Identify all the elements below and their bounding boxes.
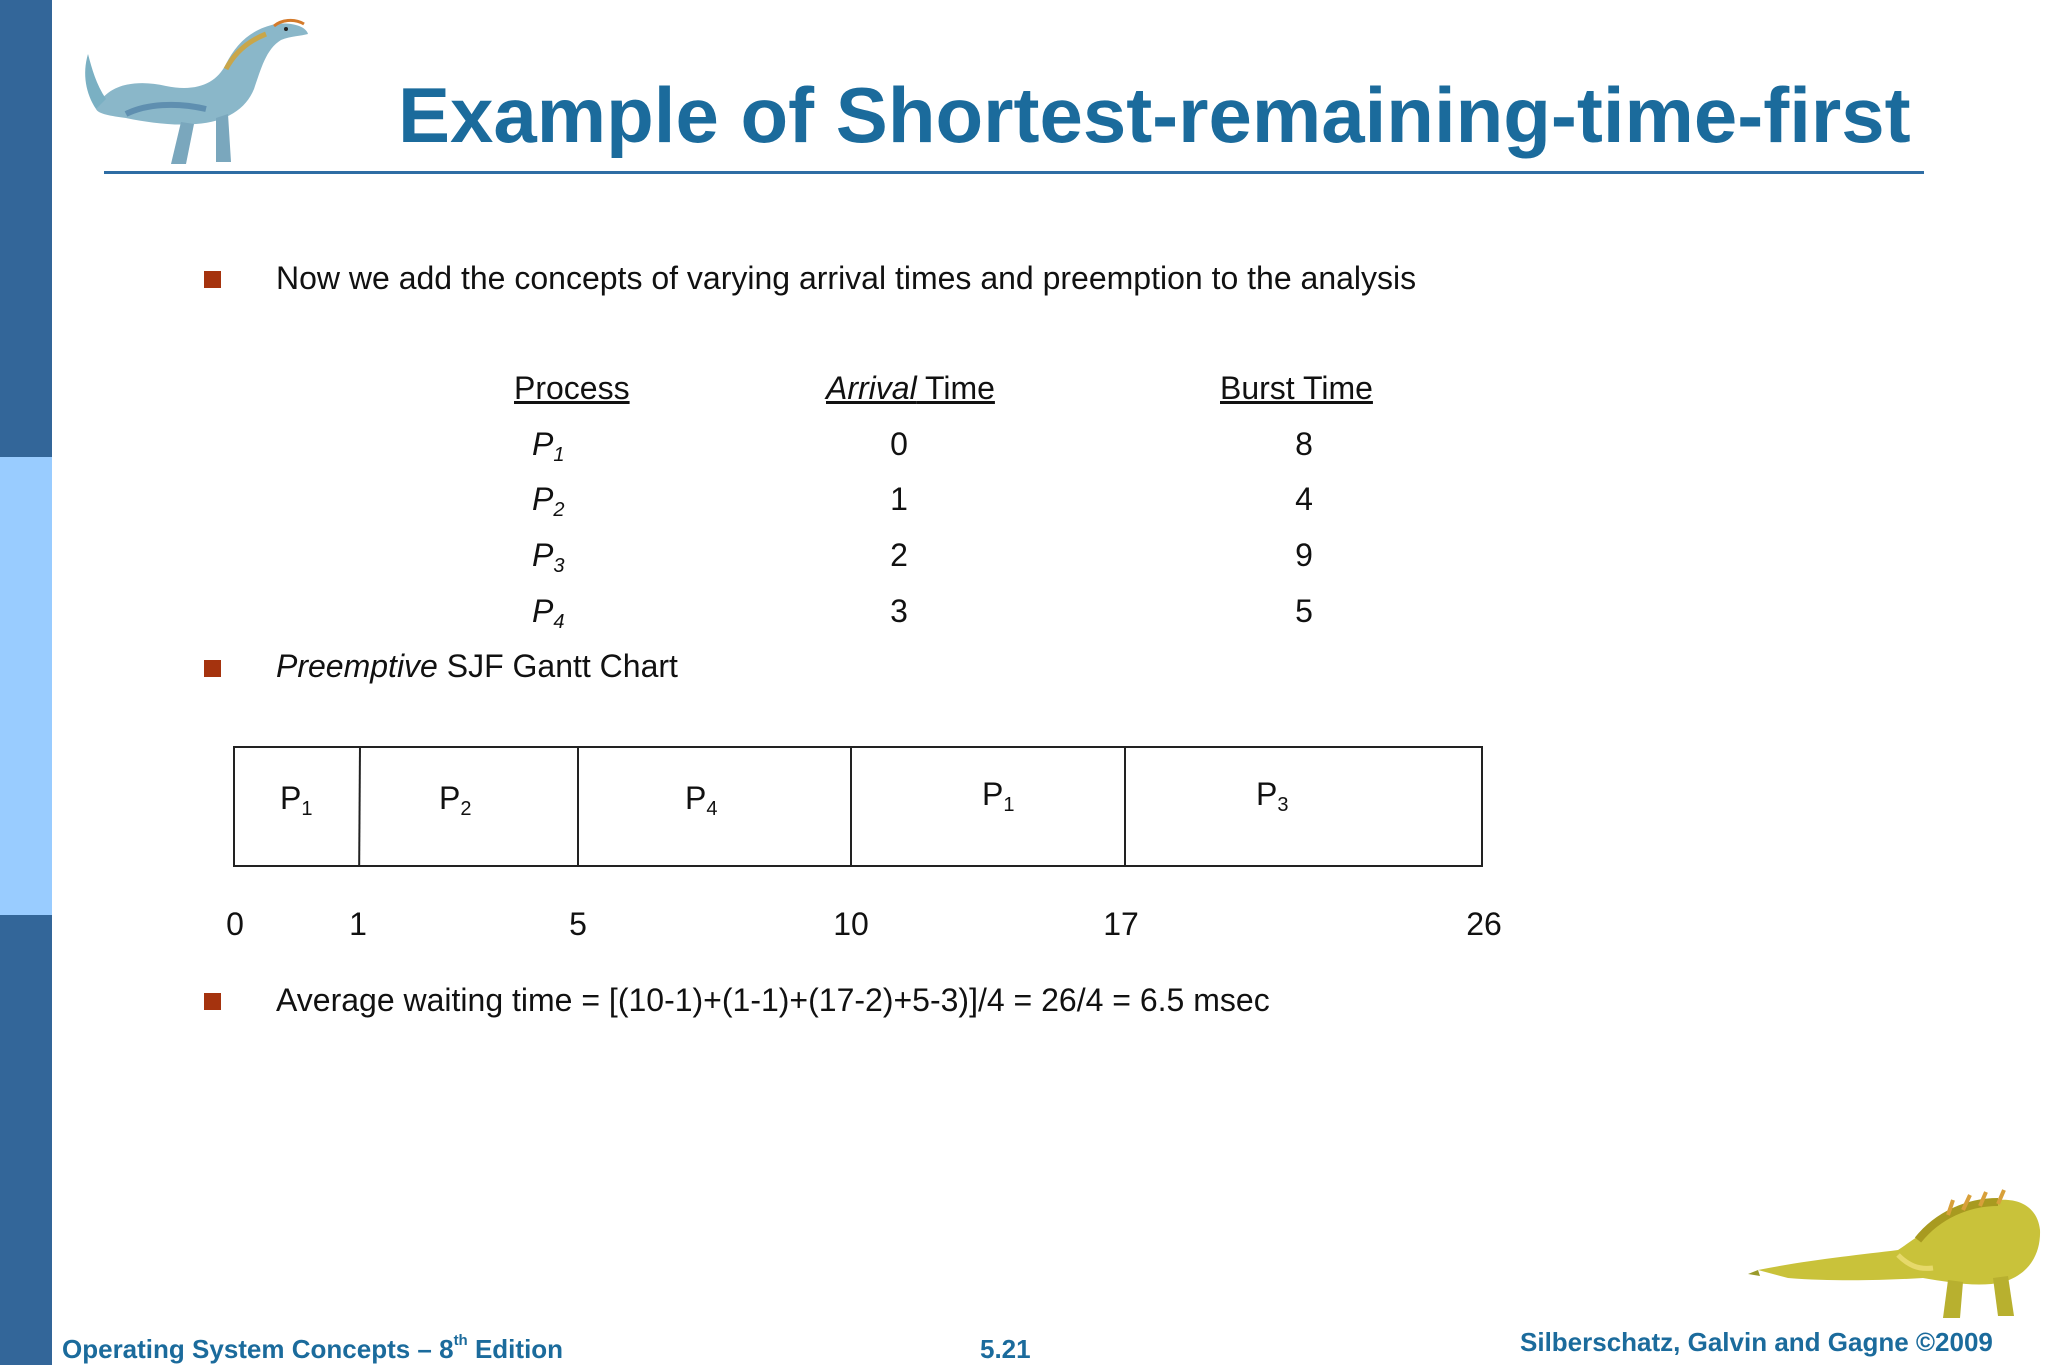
gantt-seg-3-sub: 4 [706,798,718,820]
gantt-tick: 5 [569,906,587,942]
row-3-process-letter: P [532,537,554,573]
bullet-square-icon [204,271,221,288]
row-2-process-sub: 2 [553,499,565,521]
gantt-segment-p2 [439,780,472,820]
footer-left-main: Operating System Concepts – 8 [62,1334,454,1364]
gantt-seg-2-letter: P [439,780,461,816]
row-3-process-sub: 3 [553,555,565,577]
gantt-tick: 0 [226,906,244,942]
gantt-tick: 26 [1466,906,1502,942]
gantt-tick: 10 [833,906,869,942]
slide-title: Example of Shortest-remaining-time-first [398,71,1911,159]
row-1-burst: 8 [1295,426,1313,462]
bullet-square-icon [204,993,221,1010]
gantt-chart-box [233,746,1483,867]
row-3-process [532,537,565,577]
gantt-tick: 17 [1103,906,1139,942]
header-burst-time: Burst Time [1220,370,1373,406]
gantt-divider [850,746,852,867]
header-arrival-italic: Arrival [826,370,917,406]
gantt-seg-5-sub: 3 [1277,794,1289,816]
gantt-seg-3-letter: P [685,780,707,816]
row-4-arrival: 3 [890,593,908,629]
gantt-chart-label [276,648,678,685]
gantt-label-italic: Preemptive [276,648,438,684]
side-bar-bottom [0,915,52,1365]
gantt-segment-p1-first [280,780,313,820]
header-process: Process [514,370,630,406]
row-2-burst: 4 [1295,481,1313,517]
title-underline [104,171,1924,174]
footer-left-sup: th [453,1332,468,1349]
row-3-burst: 9 [1295,537,1313,573]
row-4-process-sub: 4 [553,611,565,633]
gantt-seg-2-sub: 2 [460,798,472,820]
gantt-seg-1-sub: 1 [301,798,313,820]
row-1-process-letter: P [532,426,554,462]
row-1-process-sub: 1 [553,444,565,466]
gantt-tick: 1 [349,906,367,942]
row-1-process [532,426,565,466]
footer-book-title [62,1334,563,1365]
footer-left-end: Edition [467,1334,564,1364]
gantt-divider [1124,746,1126,867]
gantt-divider [577,746,579,867]
row-3-arrival: 2 [890,537,908,573]
gantt-seg-4-letter: P [982,776,1004,812]
footer-copyright: Silberschatz, Galvin and Gagne ©2009 [1520,1327,1993,1357]
row-4-burst: 5 [1295,593,1313,629]
header-arrival-rest: Time [916,370,995,406]
row-4-process [532,593,565,633]
bullet-square-icon [204,660,221,677]
side-bar-top [0,0,52,457]
dinosaur-logo-bottom [1748,1170,2044,1320]
header-arrival-time [826,370,995,407]
gantt-segment-p3 [1256,776,1289,816]
footer-page-number: 5.21 [980,1334,1031,1364]
gantt-label-rest: SJF Gantt Chart [437,648,678,684]
gantt-seg-4-sub: 1 [1003,794,1015,816]
average-waiting-time: Average waiting time = [(10-1)+(1-1)+(17-2)+5-3)]/4 = 26/4 = 6.5 msec [276,982,1270,1018]
intro-text: Now we add the concepts of varying arrival times and preemption to the analysis [276,260,1417,296]
row-1-arrival: 0 [890,426,908,462]
row-2-process-letter: P [532,481,554,517]
row-4-process-letter: P [532,593,554,629]
gantt-seg-5-letter: P [1256,776,1278,812]
dinosaur-logo-top [76,14,316,169]
side-bar-middle [0,457,52,915]
row-2-process [532,481,565,521]
gantt-segment-p4 [685,780,718,820]
gantt-seg-1-letter: P [280,780,302,816]
row-2-arrival: 1 [890,481,908,517]
gantt-segment-p1-second [982,776,1015,816]
